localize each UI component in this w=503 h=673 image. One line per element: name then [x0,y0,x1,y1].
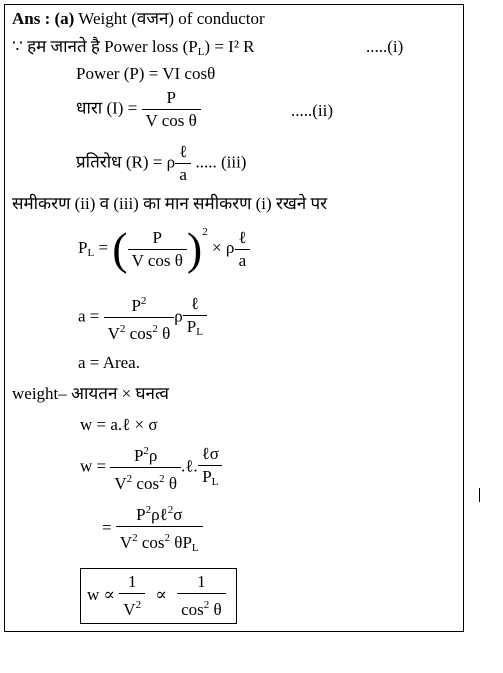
a-den2-p: P [186,316,197,336]
resistance-lhs: प्रतिरोध (R) = ρ [76,152,176,172]
w3-num-rho-l: ρℓ [151,505,168,524]
w2-denominator [110,467,181,494]
w2-fraction [110,441,181,494]
answer-title: Weight (वजन) of conductor [78,9,265,28]
a-numerator-2: ℓ [190,293,199,313]
weight-equation-1: w = a.ℓ × σ [80,415,158,434]
a-fraction [104,291,175,344]
w2-fraction-2 [198,444,223,492]
pl-fraction [128,228,187,271]
a-den-v-sup: 2 [119,323,126,335]
w2-den2-sub: L [211,475,219,488]
w3-denominator [116,526,203,558]
current-denominator: V cos θ [142,109,201,131]
equation-i-text: ∵ हम जानते है Power loss (P [12,37,198,56]
a-den-cos: cos [125,324,153,343]
w3-numerator [132,500,186,526]
weight-definition: weight– आयतन × घनत्व [12,384,169,403]
a-denominator-2 [183,315,207,342]
w3-den-cos: cos [137,533,165,552]
w2-den-cos-sup: 2 [159,473,165,485]
w2-den-theta: θ [164,474,177,493]
a-den-cos-sup: 2 [152,323,158,335]
result-denominator-2 [177,593,226,620]
w3-den-cos-sup: 2 [164,532,171,544]
equation-iii-tag: ..... (iii) [195,152,247,172]
answer-prefix: Ans : (a) [12,9,75,28]
a-lhs: a = [78,306,100,326]
result-den-v-sup: 2 [135,599,142,611]
result-box [80,568,237,624]
result-fraction-1 [119,572,145,620]
w2-denominator-2 [198,465,222,492]
equation-i-rest: ) = I² R [204,37,255,56]
resistance-numerator: ℓ [179,142,188,161]
edge-mark [479,488,480,502]
substitution-note: समीकरण (ii) व (iii) का मान समीकरण (i) रखने पर [12,194,328,213]
pl-numerator-2: ℓ [238,227,247,247]
pl-equals: = [98,238,109,257]
answer-frame [4,4,464,632]
w3-num-p: P [136,505,146,524]
result-den-cos: cos [181,600,204,619]
pl-numerator: P [152,227,162,247]
current-fraction [142,88,201,131]
right-paren: ) [186,223,203,275]
w2-den-v-sup: 2 [126,473,133,485]
equation-i-sub: L [197,46,205,58]
w2-numerator-2: ℓσ [201,443,219,463]
w2-lhs: w = [80,456,107,476]
w3-den-sub: L [191,542,199,554]
current-lhs: धारा (I) = [76,98,138,118]
w3-fraction [116,500,203,558]
pl-denominator-2: a [235,249,251,271]
result-prop: ∝ [155,584,167,604]
w2-den-cos: cos [132,474,160,493]
answer-heading [12,9,265,29]
result-numerator-1: 1 [127,572,137,591]
w3-den-theta-p: θP [170,533,192,552]
result-fraction-2 [177,572,226,620]
a-rho: ρ [174,306,183,326]
w2-numerator [130,441,161,467]
w3-den-v-sup: 2 [132,532,138,544]
a-num-base: P [131,296,141,315]
a-den-v: V [107,324,120,343]
equation-ii-tag: .....(ii) [291,101,334,120]
pl-denominator: V cos θ [128,249,187,271]
w3-lhs: = [102,517,112,537]
result-den-v: V [123,600,136,619]
a-denominator [104,317,175,344]
resistance-equation [76,142,246,185]
resistance-denominator: a [175,163,191,185]
pl-exponent: 2 [202,226,208,238]
a-den2-sub: L [196,325,203,338]
left-paren: ( [112,223,128,275]
w2-den2-p: P [202,466,212,486]
equation-i [12,37,255,62]
current-numerator: P [166,88,176,107]
w2-num-rho: ρ [148,446,158,465]
result-den-cos-sup: 2 [203,599,210,611]
pl-lhs-sub: L [87,247,95,259]
w3-num-sigma: σ [173,505,183,524]
resistance-fraction [175,142,191,185]
current-equation [76,88,201,131]
weight-equation-3 [102,500,203,558]
equation-i-tag: .....(i) [366,37,404,56]
result-den-theta: θ [209,600,222,619]
w2-num-sup: 2 [143,445,149,457]
result-lhs: w ∝ [87,584,116,604]
w2-den-v: V [114,474,127,493]
weight-equation-2 [80,441,223,494]
a-den-theta: θ [157,324,171,343]
w3-num-l-sup: 2 [167,504,174,516]
area-equation [78,291,207,344]
w2-num-p: P [133,446,144,465]
w2-mid: .ℓ. [180,456,198,476]
a-fraction-2 [183,294,207,342]
area-definition: a = Area. [78,353,140,372]
result-numerator-2: 1 [197,572,206,591]
a-numerator [127,291,150,317]
pl-times-rho: × ρ [211,238,235,257]
pl-lhs: P [78,238,88,257]
w3-num-p-sup: 2 [145,504,152,516]
a-num-sup: 2 [140,295,147,307]
w3-den-v: V [119,533,133,552]
pl-fraction-2 [234,228,250,271]
power-equation: Power (P) = VI cosθ [76,64,216,83]
power-loss-equation [78,222,250,275]
result-denominator-1 [119,593,145,620]
